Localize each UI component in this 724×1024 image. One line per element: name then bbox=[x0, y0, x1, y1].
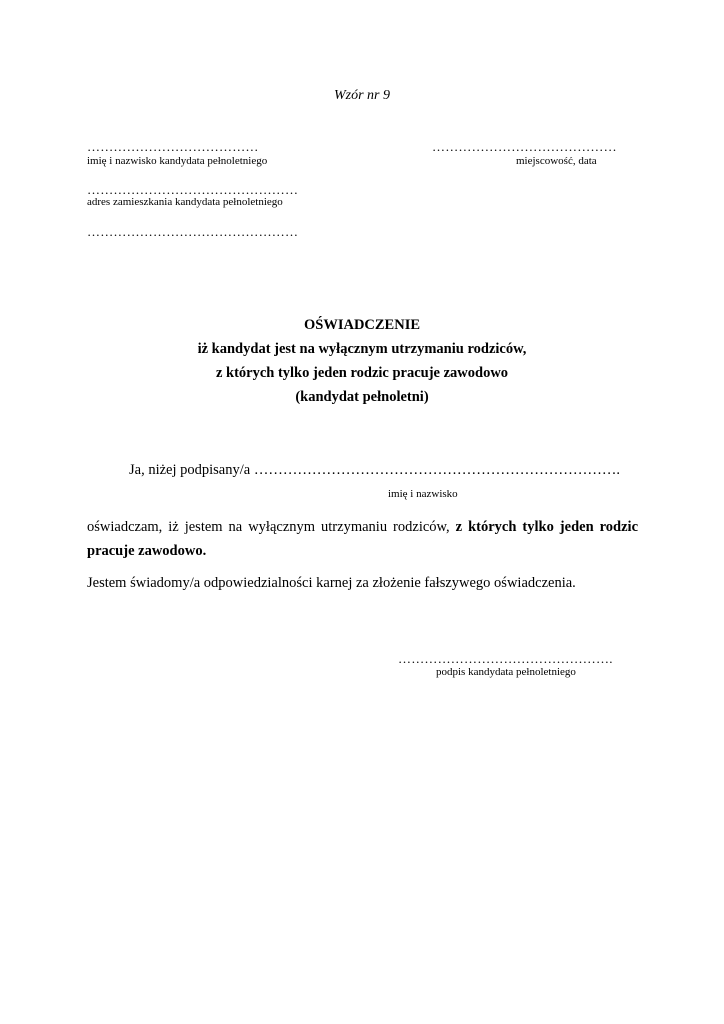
title-line-1: OŚWIADCZENIE bbox=[303, 317, 421, 333]
declaration-title bbox=[0, 313, 724, 409]
statement-name-label: imię i nazwisko bbox=[388, 488, 458, 500]
address-line-2: ………………………………………… bbox=[87, 224, 299, 239]
title-line-4: (kandydat pełnoletni) bbox=[295, 389, 429, 405]
declaration-bold-text: z których tylko jeden rodzic pracuje zawodowo. bbox=[87, 519, 639, 559]
candidate-name-line: ………………………………… bbox=[87, 139, 259, 154]
statement-intro: Ja, niżej podpisany/a …………………………………………………………………. bbox=[129, 462, 620, 478]
candidate-name-label: imię i nazwisko kandydata pełnoletniego bbox=[87, 155, 268, 167]
place-date-line: …………………………………… bbox=[432, 139, 617, 154]
signature-label: podpis kandydata pełnoletniego bbox=[436, 666, 576, 678]
title-line-3: z których tylko jeden rodzic pracuje zawodowo bbox=[215, 365, 509, 381]
responsibility-statement: Jestem świadomy/a odpowiedzialności karnej za złożenie fałszywego oświadczenia. bbox=[87, 575, 576, 591]
signature-line: …………………………………………. bbox=[398, 651, 613, 666]
address-line: ………………………………………… bbox=[87, 182, 299, 197]
form-number: Wzór nr 9 bbox=[333, 88, 390, 103]
place-date-label: miejscowość, data bbox=[516, 155, 597, 167]
declaration-normal-text: oświadczam, iż jestem na wyłącznym utrzymaniu rodziców, bbox=[87, 519, 456, 535]
title-line-2: iż kandydat jest na wyłącznym utrzymaniu rodziców, bbox=[197, 341, 527, 357]
declaration-paragraph bbox=[87, 515, 638, 563]
address-label: adres zamieszkania kandydata pełnoletniego bbox=[87, 196, 283, 208]
